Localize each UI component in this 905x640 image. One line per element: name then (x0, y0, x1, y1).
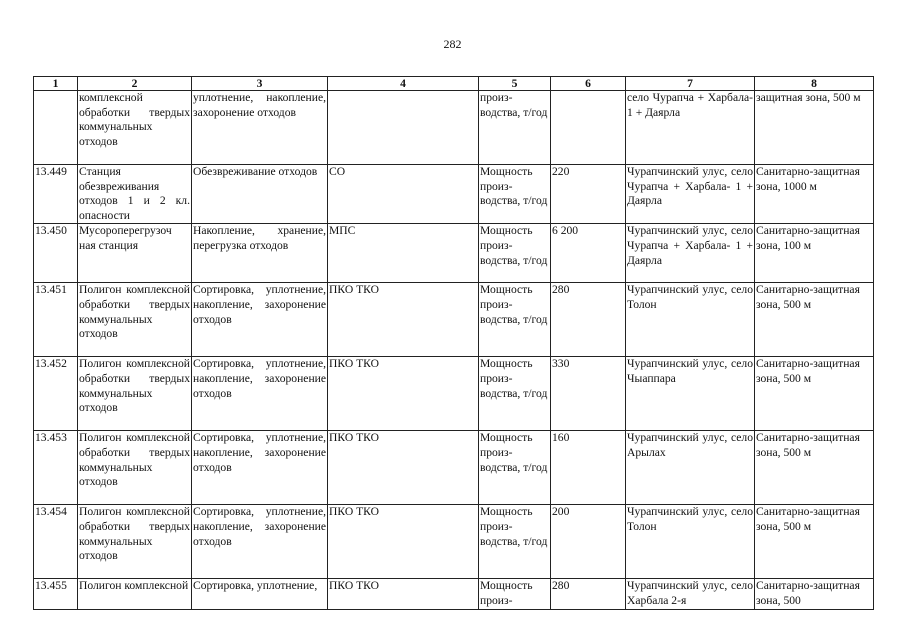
capacity-value: 200 (551, 505, 626, 579)
capacity-label: Мощность произ-водства, т/год (479, 357, 551, 431)
facility-type (328, 91, 479, 165)
facility-operations: Сортировка, уплотнение, накопление, захоронение отходов (192, 505, 328, 579)
row-number: 13.450 (34, 224, 78, 283)
facility-name: Полигон комплексной обработки твердых коммунальных отходов (78, 431, 192, 505)
facility-location: Чурапчинский улус, село Толон (626, 505, 755, 579)
facility-type: ПКО ТКО (328, 283, 479, 357)
capacity-label: Мощность произ-водства, т/год (479, 505, 551, 579)
sanitary-zone: Санитарно-защитная зона, 500 м (755, 357, 874, 431)
column-header: 8 (755, 77, 874, 91)
table-row (34, 165, 874, 224)
facility-operations: Накопление, хранение, перегрузка отходов (192, 224, 328, 283)
facility-operations: Сортировка, уплотнение, накопление, захоронение отходов (192, 283, 328, 357)
sanitary-zone: защитная зона, 500 м (755, 91, 874, 165)
table-row (34, 431, 874, 505)
capacity-label: Мощность произ- (479, 579, 551, 609)
table-row (34, 579, 874, 609)
column-header: 3 (192, 77, 328, 91)
facility-location: Чурапчинский улус, село Харбала 2-я (626, 579, 755, 609)
row-number: 13.453 (34, 431, 78, 505)
facility-operations: Обезвреживание отходов (192, 165, 328, 224)
facility-location: Чурапчинский улус, село Чурапча + Харбала- 1 + Даярла (626, 224, 755, 283)
facility-operations: уплотнение, накопление, захоронение отходов (192, 91, 328, 165)
facility-name: Станция обезвреживания отходов 1 и 2 кл. опасности (78, 165, 192, 224)
column-header: 7 (626, 77, 755, 91)
row-number (34, 91, 78, 165)
column-header: 5 (479, 77, 551, 91)
sanitary-zone: Санитарно-защитная зона, 100 м (755, 224, 874, 283)
sanitary-zone: Санитарно-защитная зона, 1000 м (755, 165, 874, 224)
facility-location: село Чурапча + Харбала- 1 + Даярла (626, 91, 755, 165)
facility-type: ПКО ТКО (328, 431, 479, 505)
table-row (34, 357, 874, 431)
row-number: 13.454 (34, 505, 78, 579)
capacity-label: Мощность произ-водства, т/год (479, 165, 551, 224)
capacity-value (551, 91, 626, 165)
page-number: 282 (443, 37, 462, 51)
header-row (34, 77, 874, 91)
column-header: 1 (34, 77, 78, 91)
facility-name: Полигон комплексной обработки твердых коммунальных отходов (78, 505, 192, 579)
row-number: 13.452 (34, 357, 78, 431)
row-number: 13.455 (34, 579, 78, 609)
column-header: 4 (328, 77, 479, 91)
table-row (34, 505, 874, 579)
sanitary-zone: Санитарно-защитная зона, 500 м (755, 505, 874, 579)
capacity-value: 6 200 (551, 224, 626, 283)
facilities-table (33, 76, 874, 610)
sanitary-zone: Санитарно-защитная зона, 500 м (755, 283, 874, 357)
facility-name: Мусороперегрузоч ная станция (78, 224, 192, 283)
capacity-value: 160 (551, 431, 626, 505)
facility-operations: Сортировка, уплотнение, накопление, захоронение отходов (192, 357, 328, 431)
capacity-value: 280 (551, 283, 626, 357)
sanitary-zone: Санитарно-защитная зона, 500 (755, 579, 874, 609)
table-row (34, 283, 874, 357)
row-number: 13.451 (34, 283, 78, 357)
facility-operations: Сортировка, уплотнение, накопление, захоронение отходов (192, 431, 328, 505)
facility-name: Полигон комплексной обработки твердых коммунальных отходов (78, 283, 192, 357)
facility-type: ПКО ТКО (328, 357, 479, 431)
capacity-value: 280 (551, 579, 626, 609)
facility-location: Чурапчинский улус, село Чыаппара (626, 357, 755, 431)
column-header: 6 (551, 77, 626, 91)
facility-name: комплексной обработки твердых коммунальных отходов (78, 91, 192, 165)
facility-type: МПС (328, 224, 479, 283)
capacity-label: произ-водства, т/год (479, 91, 551, 165)
facility-type: СО (328, 165, 479, 224)
facility-type: ПКО ТКО (328, 579, 479, 609)
facility-name: Полигон комплексной обработки твердых коммунальных отходов (78, 357, 192, 431)
capacity-value: 330 (551, 357, 626, 431)
column-header: 2 (78, 77, 192, 91)
table-row (34, 91, 874, 165)
facility-type: ПКО ТКО (328, 505, 479, 579)
sanitary-zone: Санитарно-защитная зона, 500 м (755, 431, 874, 505)
facility-name: Полигон комплексной (78, 579, 192, 609)
table-row (34, 224, 874, 283)
capacity-label: Мощность произ-водства, т/год (479, 431, 551, 505)
facility-location: Чурапчинский улус, село Чурапча + Харбала- 1 + Даярла (626, 165, 755, 224)
facility-location: Чурапчинский улус, село Арылах (626, 431, 755, 505)
capacity-label: Мощность произ-водства, т/год (479, 224, 551, 283)
capacity-value: 220 (551, 165, 626, 224)
facility-location: Чурапчинский улус, село Толон (626, 283, 755, 357)
row-number: 13.449 (34, 165, 78, 224)
facility-operations: Сортировка, уплотнение, (192, 579, 328, 609)
capacity-label: Мощность произ-водства, т/год (479, 283, 551, 357)
